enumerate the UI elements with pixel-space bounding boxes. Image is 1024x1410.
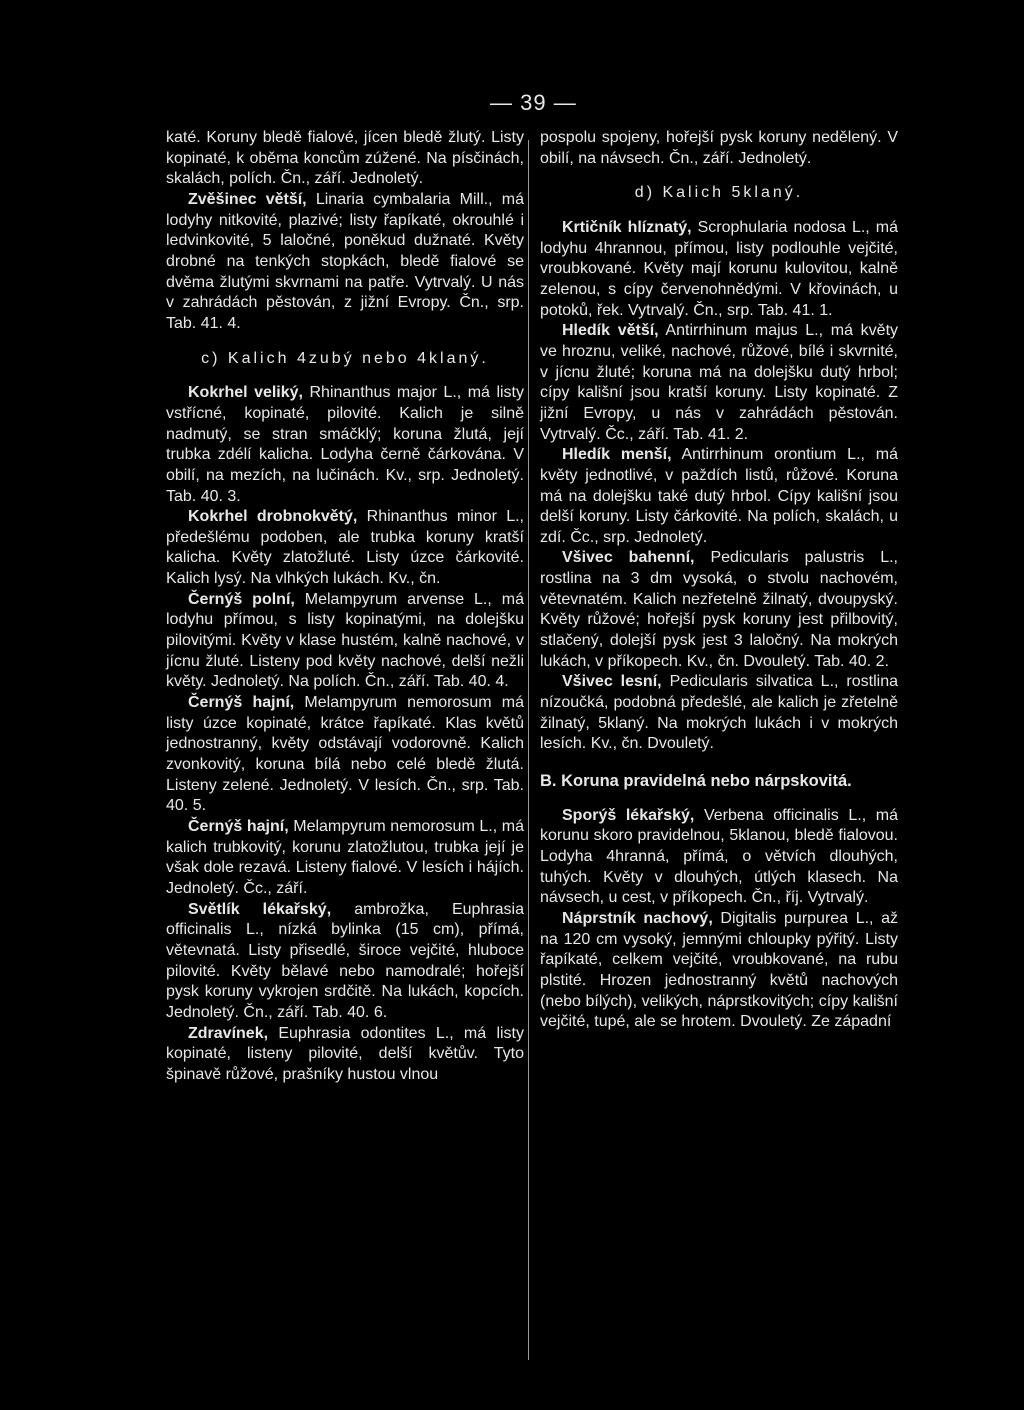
species-name: Černýš polní, xyxy=(188,590,295,608)
species-description: Melampyrum nemorosum má listy úzce kopinaté, krátce řapíkaté. Klas květů jednostranný, květy odstávají vodorovně. Kalich zvonkovitý, koruna bílá nebo celé bledě žlutá. Listeny zelené. Jednoletý. V lesích. Čn., srp. Tab. 40. 5. xyxy=(166,694,524,815)
species-entry xyxy=(540,445,898,548)
species-name: Černýš hajní, xyxy=(188,818,289,835)
species-entry xyxy=(540,806,898,909)
left-column xyxy=(166,128,524,1086)
species-name: Hledík větší, xyxy=(562,322,659,340)
continued-paragraph: pospolu spojeny, hořejší pysk koruny nedělený. V obilí, na návsech. Čn., září. Jednoletý. xyxy=(540,129,898,167)
species-description: Antirrhinum orontium L., má květy jednotlivé, v paždích listů, růžové. Koruna má na dolejšku také dutý hrbol. Cípy kališní jsou delší koruny. Listy čárkovité. Na polích, skalách, u zdí. Čc., srp. Jednoletý. xyxy=(540,446,898,546)
species-description: Pedicularis silvatica L., rostlina nízoučká, podobná předešlé, ale kalich je zřetelně žilnatý, 5klaný. Na mokrých lukách i v mokrých lesích. Kv., čn. Dvouletý. xyxy=(540,673,899,753)
species-name: Krtičník hlíznatý, xyxy=(562,218,692,236)
species-description: ambrožka, Euphrasia officinalis L., nízká bylinka (15 cm), přímá, větevnatá. Listy přisedlé, široce vejčité, hluboce pilovité. Květy bělavé nebo namodralé; hořejší pysk koruny vykrojen srdčitě. Na lukách, kopcích. Jednoletý. Čn., září. Tab. 40. 6. xyxy=(166,900,524,1021)
species-description: Antirrhinum majus L., má květy ve hroznu, veliké, nachové, růžové, bílé i skvrnité, v jícnu žluté; koruna má na dolejšku dutý hrbol; cípy kališní jsou kratší koruny. Listy kopinaté. Z jižní Evropy, u nás v zahrádách pěstován. Vytrvalý. Čc., září. Tab. 41. 2. xyxy=(540,322,899,443)
species-entry xyxy=(540,321,898,445)
species-entry xyxy=(166,693,524,817)
species-entry xyxy=(540,672,898,755)
species-name: Náprstník nachový, xyxy=(562,909,713,927)
species-description: Euphrasia odontites L., má listy kopinaté, listeny pilovité, delší květův. Tyto špinavě růžové, prašníky hustou vlnou xyxy=(166,1024,524,1083)
species-name: Všivec lesní, xyxy=(562,673,662,691)
species-description: Digitalis purpurea L., až na 120 cm vysoký, jemnými chloupky pýřitý. Listy řapíkaté, celkem vejčité, vroubkované, na rubu plstité. Hrozen jednostranný květů nachových (nebo bílých), velikých, náprstkovitých; cípy kališní vejčité, tupé, ale se hrotem. Dvouletý. Ze západní xyxy=(540,909,898,1031)
species-description: Linaria cymbalaria Mill., má lodyhy nitkovité, plazivé; listy řapíkaté, okrouhlé i ledvinkovité, 5 laločné, poněkud dužnaté. Květy drobné na tenkých stopkách, bledě fialové se dvěma žlutými skvrnami na patře. Vytrvalý. U nás v zahrádách pěstován, z jižní Evropy. Čn., srp. Tab. 41. 4. xyxy=(166,190,525,332)
section-heading: B. Koruna pravidelná nebo nárpskovitá. xyxy=(540,772,852,791)
species-description: Melampyrum arvense L., má lodyhu přímou, s listy kopinatými, na dolejšku pilovitými. Květy v klase hustém, kalně nachové, v jícnu žluté. Listeny pod květy nachové, delší nežli květy. Jednoletý. Na polích. Čn., září. Tab. 40. 4. xyxy=(166,590,524,691)
species-name: Světlík lékařský, xyxy=(188,900,332,918)
species-name: Sporýš lékařský, xyxy=(562,806,695,824)
species-name: Hledík menší, xyxy=(562,446,672,464)
species-entry xyxy=(540,909,898,1033)
species-description: Verbena officinalis L., má korunu skoro pravidelnou, 5klanou, bledě fialovou. Lodyha 4hranná, přímá, o větvích dlouhých, tuhých. Květy v dlouhých, útlých klasech. Na návsech, u cest, v příkopech. Čn., říj. Vytrvalý. xyxy=(540,806,898,907)
species-entry xyxy=(540,218,898,321)
species-name: Zvěšinec větší, xyxy=(188,190,307,208)
species-name: Kokrhel drobnokvětý, xyxy=(188,508,358,526)
species-entry xyxy=(166,590,524,693)
species-entry xyxy=(166,817,524,900)
species-name: Černýš hajní, xyxy=(188,694,295,712)
species-entry xyxy=(166,383,524,507)
species-name: Všivec bahenní, xyxy=(562,549,695,567)
species-name: Kokrhel veliký, xyxy=(188,384,303,402)
species-description: Pedicularis palustris L., rostlina na 3 dm vysoká, o stvolu nachovém, větevnatém. Kalich nezřetelně žilnatý, dvoupyský. Květy růžové; hořejší pysk koruny jest přilbovitý, stlačený, dolejší pysk jest 3 laločný. Na mokrých lukách, v příkopech. Kv., čn. Dvouletý. Tab. 40. 2. xyxy=(540,549,898,670)
species-name: Zdravínek, xyxy=(188,1024,269,1042)
continued-paragraph: katé. Koruny bledě fialové, jícen bledě žlutý. Listy kopinaté, k oběma koncům zúžené. Na písčinách, skalách, polích. Čn., září. Jednoletý. xyxy=(166,129,524,188)
species-description: Rhinanthus major L., má listy vstřícné, kopinaté, pilovité. Kalich je silně nadmutý, se stran smáčklý; koruna žlutá, její trubka zdélí kalicha. Lodyha černě čárkována. V obilí, na mezích, na lučinách. Kv., srp. Jednoletý. Tab. 40. 3. xyxy=(166,384,524,505)
species-entry xyxy=(166,190,524,335)
species-description: Rhinanthus minor L., předešlému podoben, ale trubka koruny kratší kalicha. Květy zlatožluté. Listy úzce čárkovité. Kalich lysý. Na vlhkých lukách. Kv., čn. xyxy=(166,508,524,588)
species-description: Melampyrum nemorosum L., má kalich trubkovitý, korunu zlatožlutou, trubka její je však dole rezavá. Listeny fialové. V lesích i hájích. Jednoletý. Čc., září. xyxy=(166,818,524,897)
column-divider xyxy=(528,140,529,1360)
species-description: Scrophularia nodosa L., má lodyhu 4hrannou, přímou, listy podlouhle vejčité, vroubkované. Květy mají korunu kulovitou, kalně zelenou, s cípy červenohnědými. V křovinách, u potoků, řek. Vytrvalý. Čn., srp. Tab. 41. 1. xyxy=(540,218,898,319)
subsection-heading: c) Kalich 4zubý nebo 4klaný. xyxy=(201,349,489,367)
species-entry xyxy=(166,900,524,1024)
species-entry xyxy=(166,507,524,590)
right-column xyxy=(540,128,898,1033)
species-entry xyxy=(540,548,898,672)
page-number: — 39 — xyxy=(490,90,577,115)
species-entry xyxy=(166,1024,524,1086)
subsection-heading: d) Kalich 5klaný. xyxy=(634,184,804,202)
